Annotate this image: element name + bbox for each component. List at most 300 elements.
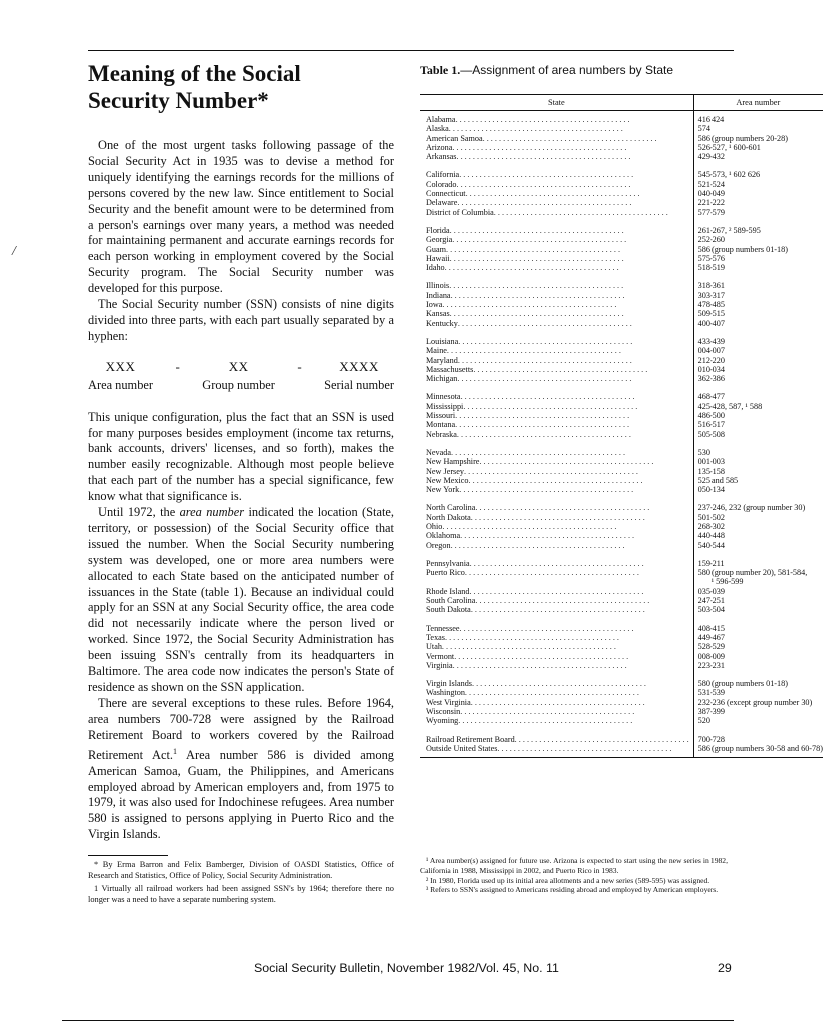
table-body	[420, 111, 823, 758]
state-name: Ohio	[426, 521, 443, 531]
table-row	[420, 485, 823, 494]
state-cell	[420, 577, 693, 586]
spacer-cell	[693, 494, 823, 503]
table-row	[420, 420, 823, 429]
leader-dots	[460, 707, 688, 716]
state-cell	[420, 430, 693, 439]
leader-dots	[459, 485, 688, 494]
state-name: South Carolina	[426, 596, 476, 606]
table-row	[420, 679, 823, 688]
leader-dots	[456, 115, 689, 124]
area-number-cell: 416 424	[697, 115, 725, 124]
state-cell	[420, 319, 693, 328]
table-row	[420, 226, 823, 235]
spacer-cell	[420, 550, 693, 559]
area-number-cell: 050-134	[697, 485, 725, 495]
state-name: Oregon	[426, 540, 451, 550]
group-spacer	[420, 161, 823, 170]
leader-dots	[451, 291, 689, 300]
leader-dots	[450, 309, 689, 318]
leader-dots	[446, 245, 689, 254]
table-row	[420, 300, 823, 309]
leader-dots	[464, 467, 689, 476]
area-number-cell: ¹ 596-599	[711, 577, 744, 587]
state-name: Outside United States	[426, 743, 498, 753]
table-row	[420, 457, 823, 466]
state-name: Connecticut	[426, 189, 466, 199]
table-row	[420, 642, 823, 651]
area-number-cell: 586 (group numbers 01-18)	[697, 244, 788, 254]
table-row	[420, 541, 823, 550]
leader-dots	[457, 430, 689, 439]
spacer-cell	[420, 383, 693, 392]
state-cell	[420, 392, 693, 401]
table-row	[420, 596, 823, 605]
table-row	[420, 356, 823, 365]
leader-dots	[483, 134, 689, 143]
footnote-ref-1: 1	[173, 746, 178, 756]
state-cell	[420, 448, 693, 457]
table-row	[420, 744, 823, 753]
table-row	[420, 467, 823, 476]
table-footnotes	[420, 856, 728, 895]
state-name: Kentucky	[426, 318, 458, 328]
state-cell	[420, 115, 693, 124]
page-number: 29	[718, 961, 732, 975]
state-cell	[420, 189, 693, 198]
table-row	[420, 309, 823, 318]
group-spacer	[420, 726, 823, 735]
area-number-cell: 503-504	[697, 605, 725, 615]
state-name: Tennessee	[426, 623, 460, 633]
state-name: Illinois	[426, 281, 450, 291]
area-number-cell: 237-246, 232 (group number 30)	[697, 503, 806, 513]
state-cell	[420, 587, 693, 596]
leader-dots	[459, 170, 688, 179]
state-name: Rhode Island	[426, 586, 470, 596]
spacer-cell	[693, 272, 823, 281]
table-row	[420, 180, 823, 189]
area-number-cell: 580 (group number 20), 581-584,	[697, 568, 808, 578]
area-number-cell: 408-415	[697, 623, 725, 633]
leader-dots	[442, 300, 688, 309]
state-name: Arkansas	[426, 152, 457, 162]
leader-dots	[475, 596, 688, 605]
table-row	[420, 263, 823, 272]
area-number-cell: 004-007	[697, 346, 725, 356]
state-cell	[420, 559, 693, 568]
leader-dots	[471, 605, 689, 614]
state-name: Maryland	[426, 355, 458, 365]
leader-dots	[451, 448, 689, 457]
state-cell	[420, 707, 693, 716]
state-cell	[420, 531, 693, 540]
area-number-cell: 425-428, 587, ¹ 588	[697, 401, 763, 411]
area-number-cell: 221-222	[697, 198, 725, 208]
article-body	[88, 138, 394, 843]
table-row	[420, 281, 823, 290]
state-cell	[420, 744, 693, 753]
state-name: Guam	[426, 244, 447, 254]
area-number-cell: 526-527, ¹ 600-601	[697, 142, 761, 152]
leader-dots	[458, 319, 689, 328]
state-name: California	[426, 170, 460, 180]
table-row	[420, 392, 823, 401]
leader-dots	[469, 476, 689, 485]
leader-dots	[466, 189, 689, 198]
spacer-cell	[420, 753, 693, 758]
state-name: Alabama	[426, 115, 456, 124]
leader-dots	[461, 392, 689, 401]
group-spacer	[420, 272, 823, 281]
table-column	[420, 63, 823, 758]
state-name: Colorado	[426, 179, 457, 189]
area-number-cell: 525 and 585	[697, 475, 739, 485]
state-name: Utah	[426, 642, 442, 652]
area-number-cell: 362-386	[697, 374, 725, 384]
area-number-cell: 700-728	[697, 734, 725, 744]
state-name: Montana	[426, 420, 456, 430]
spacer-cell	[693, 550, 823, 559]
state-cell	[420, 624, 693, 633]
ssn-serial-part	[324, 359, 394, 394]
state-name: Railroad Retirement Board	[426, 734, 515, 744]
area-number-cell: 135-158	[697, 466, 725, 476]
spacer-cell	[420, 670, 693, 679]
area-number-cell: 505-508	[697, 429, 725, 439]
table-row	[420, 254, 823, 263]
state-name: Alaska	[426, 124, 449, 134]
table-row	[420, 319, 823, 328]
state-name: Maine	[426, 346, 447, 356]
state-cell	[420, 198, 693, 207]
area-number-cell: 545-573, ¹ 602 626	[697, 170, 761, 180]
state-name: Mississippi	[426, 401, 464, 411]
area-number-cell: 521-524	[697, 179, 725, 189]
leader-dots	[479, 457, 688, 466]
table-footnote: ¹ Area number(s) assigned for future use. Arizona is expected to start using the new series in 1982, California in 1988, Mississippi in 2002, and Puerto Rico in 1983.	[420, 856, 728, 875]
area-number-cell: 516-517	[697, 420, 725, 430]
spacer-cell	[420, 217, 693, 226]
table-row	[420, 189, 823, 198]
group-spacer	[420, 439, 823, 448]
table-row	[420, 115, 823, 124]
spacer-cell	[693, 615, 823, 624]
ssn-area-placeholder: XXX	[105, 358, 136, 374]
table-end	[420, 753, 823, 758]
state-cell	[420, 134, 693, 143]
spacer-cell	[693, 217, 823, 226]
leader-dots	[456, 180, 688, 189]
area-number-cell: 001-003	[697, 457, 725, 467]
area-number-cell: 247-251	[697, 596, 725, 606]
state-cell	[420, 208, 693, 217]
table-row	[420, 624, 823, 633]
area-number-cell: 528-529	[697, 642, 725, 652]
leader-dots	[455, 420, 689, 429]
table-row	[420, 235, 823, 244]
area-number-cell: 261-267, ² 589-595	[697, 225, 761, 235]
leader-dots	[445, 633, 689, 642]
leader-dots	[450, 254, 689, 263]
state-name: Minnesota	[426, 392, 461, 402]
state-name: Michigan	[426, 374, 458, 384]
area-number-cell: 252-260	[697, 235, 725, 245]
area-number-cell: 400-407	[697, 318, 725, 328]
publication-footer: Social Security Bulletin, November 1982/Vol. 45, No. 11	[254, 961, 559, 975]
leader-dots	[475, 503, 688, 512]
state-name: Delaware	[426, 198, 458, 208]
state-name: North Dakota	[426, 512, 471, 522]
area-number-cell: 531-539	[697, 688, 725, 698]
table-row	[420, 170, 823, 179]
area-number-cell: 232-236 (except group number 30)	[697, 697, 813, 707]
column-header-state: State	[420, 95, 693, 111]
table-row	[420, 707, 823, 716]
leader-dots	[449, 281, 688, 290]
state-name: Massachusetts	[426, 364, 474, 374]
state-cell	[420, 402, 693, 411]
state-cell	[420, 485, 693, 494]
paragraph-1: One of the most urgent tasks following passage of the Social Security Act in 1935 was to devise a method for uniquely identifying the earnings records for the millions of persons covered by the new law. Since entitlement to Social Security and the benefit amount were to be determined from a person's earnings over many years, a method was needed for maintaining permanent and accurate earnings records for each person working in employment covered by the Social Security program. The Social Security number was developed for this purpose.	[88, 138, 394, 296]
area-number-cell: 540-544	[697, 540, 725, 550]
ssn-group-label: Group number	[202, 377, 275, 392]
table-row	[420, 698, 823, 707]
area-number-cell: 212-220	[697, 355, 725, 365]
spacer-cell	[693, 328, 823, 337]
group-spacer	[420, 217, 823, 226]
leader-dots	[452, 235, 688, 244]
state-cell	[420, 365, 693, 374]
area-number-cell: 518-519	[697, 263, 725, 273]
state-cell	[420, 716, 693, 725]
leader-dots	[453, 661, 689, 670]
area-number-cell: 574	[697, 124, 710, 134]
table-title: Table 1.—Assignment of area numbers by State	[420, 63, 674, 77]
table-row	[420, 430, 823, 439]
leader-dots	[458, 356, 689, 365]
spacer-cell	[693, 383, 823, 392]
state-cell	[420, 143, 693, 152]
table-row	[420, 152, 823, 161]
area-number-cell: 530	[697, 447, 710, 457]
table-row	[420, 337, 823, 346]
state-cell	[420, 124, 693, 133]
state-cell	[420, 254, 693, 263]
area-number-cell: 008-009	[697, 651, 725, 661]
ssn-format-diagram	[88, 359, 394, 394]
state-cell	[420, 337, 693, 346]
state-name: Iowa	[426, 300, 443, 310]
table-footnote: ³ Refers to SSN's assigned to Americans residing abroad and employed by American employers.	[426, 885, 719, 895]
state-name: New Jersey	[426, 466, 464, 476]
state-cell	[420, 346, 693, 355]
spacer-cell	[420, 615, 693, 624]
state-name: Indiana	[426, 290, 451, 300]
spacer-cell	[420, 439, 693, 448]
table-row-continuation	[420, 577, 823, 586]
area-number-cell: 449-467	[697, 632, 725, 642]
table-row	[420, 522, 823, 531]
table-row	[420, 568, 823, 577]
top-rule	[88, 50, 734, 51]
article-column	[88, 60, 394, 843]
state-cell	[420, 374, 693, 383]
spacer-cell	[420, 494, 693, 503]
state-cell	[420, 503, 693, 512]
table-row	[420, 124, 823, 133]
leader-dots	[463, 402, 688, 411]
area-number-cell: 268-302	[697, 521, 725, 531]
ssn-area-part	[88, 359, 153, 394]
area-number-table	[420, 94, 823, 758]
table-row	[420, 134, 823, 143]
area-number-cell: 575-576	[697, 253, 725, 263]
state-cell	[420, 281, 693, 290]
paragraph-4: Until 1972, the area number indicated the location (State, territory, or possession) of the Social Security office that issued the number. When the Social Security numbering system was developed, one or more area numbers were allocated to each State based on the anticipated number of issuances in the State (table 1). Because an individual could apply for an SSN at any Social Security office, the area code did not necessarily indicate where the person lived or worked. Since 1972, the Social Security Administration has been issuing SSN's centrally from its headquarters in Baltimore. The area code now indicates the person's State of residence as shown on the SSN application.	[88, 505, 395, 694]
state-cell	[420, 180, 693, 189]
leader-dots	[460, 624, 689, 633]
state-cell	[420, 476, 693, 485]
leader-dots	[494, 208, 689, 217]
area-number-cell: 303-317	[697, 290, 725, 300]
table-row	[420, 143, 823, 152]
state-name: Georgia	[426, 235, 453, 245]
table-row	[420, 402, 823, 411]
area-number-cell: 520	[697, 716, 710, 726]
column-header-area: Area number	[693, 95, 823, 111]
state-name: Nevada	[426, 447, 452, 457]
table-row	[420, 374, 823, 383]
state-name: North Carolina	[426, 503, 476, 513]
state-name: Texas	[426, 632, 445, 642]
table-row	[420, 652, 823, 661]
area-number-cell: 223-231	[697, 660, 725, 670]
table-row	[420, 476, 823, 485]
article-footnotes	[88, 855, 394, 907]
spacer-cell	[420, 161, 693, 170]
leader-dots	[469, 587, 688, 596]
state-name: Pennsylvania	[426, 558, 470, 568]
state-name: Florida	[426, 225, 450, 235]
area-number-cell: 429-432	[697, 152, 725, 162]
state-name: Nebraska	[426, 429, 457, 439]
leader-dots	[471, 513, 689, 522]
leader-dots	[472, 679, 689, 688]
state-cell	[420, 411, 693, 420]
state-cell	[420, 513, 693, 522]
ssn-group-part	[202, 359, 275, 394]
state-cell	[420, 568, 693, 577]
state-cell	[420, 652, 693, 661]
table-row	[420, 661, 823, 670]
leader-dots	[458, 337, 688, 346]
state-cell	[420, 735, 693, 744]
margin-pencil-mark: /	[12, 244, 16, 259]
table-footnote: ² In 1980, Florida used up its initial area allotments and a new series (589-595) was assigned.	[426, 875, 710, 885]
state-name: Virginia	[426, 660, 453, 670]
state-name: American Samoa	[426, 133, 483, 143]
leader-dots	[442, 522, 688, 531]
table-row	[420, 587, 823, 596]
state-name: Hawaii	[426, 253, 450, 263]
ssn-group-placeholder: XX	[228, 358, 249, 374]
state-cell	[420, 300, 693, 309]
table-row	[420, 513, 823, 522]
ssn-separator: -	[175, 358, 180, 374]
group-spacer	[420, 615, 823, 624]
area-number-cell: 501-502	[697, 512, 725, 522]
area-number-cell: 318-361	[697, 281, 725, 291]
state-name: Missouri	[426, 411, 456, 421]
state-name: Puerto Rico	[426, 568, 465, 578]
state-cell	[420, 291, 693, 300]
leader-dots	[456, 152, 688, 161]
state-cell	[420, 698, 693, 707]
state-name: Arizona	[426, 142, 453, 152]
leader-dots	[465, 568, 689, 577]
leader-dots	[449, 124, 689, 133]
leader-dots	[452, 143, 688, 152]
area-number-cell: 468-477	[697, 392, 725, 402]
ssn-separator: -	[297, 358, 302, 374]
state-name: Wyoming	[426, 716, 459, 726]
author-footnote: * By Erma Barron and Felix Bamberger, Division of OASDI Statistics, Office of Research and Statistics, Office of Policy, Social Security Administration.	[88, 860, 394, 880]
state-cell	[420, 688, 693, 697]
state-name: District of Columbia	[426, 207, 494, 217]
state-cell	[420, 356, 693, 365]
area-number-cell: 486-500	[697, 411, 725, 421]
footnote-rule	[88, 855, 168, 856]
area-number-cell: 035-039	[697, 586, 725, 596]
leader-dots	[447, 346, 689, 355]
table-row	[420, 531, 823, 540]
state-name: Kansas	[426, 309, 450, 319]
area-number-cell: 440-448	[697, 531, 725, 541]
area-number-cell: 586 (group numbers 30-58 and 60-78)	[697, 743, 823, 753]
leader-dots	[471, 698, 689, 707]
area-number-emphasis: area number	[179, 505, 245, 520]
bottom-rule	[62, 1020, 734, 1021]
state-cell	[420, 541, 693, 550]
state-cell	[420, 522, 693, 531]
state-cell	[420, 226, 693, 235]
area-number-cell: 509-515	[697, 309, 725, 319]
table-row	[420, 198, 823, 207]
table-row	[420, 633, 823, 642]
group-spacer	[420, 494, 823, 503]
table-row	[420, 503, 823, 512]
state-cell	[420, 633, 693, 642]
state-name: New York	[426, 485, 460, 495]
state-cell	[420, 263, 693, 272]
state-cell	[420, 245, 693, 254]
group-spacer	[420, 328, 823, 337]
state-cell	[420, 605, 693, 614]
paragraph-3: This unique configuration, plus the fact that an SSN is used for many purposes besides employment (income tax returns, bank accounts, drivers' licenses, and so forth), makes the number easily recognizable. Although most people believe that each part of the number has a special significance, few know what that significance is.	[88, 409, 394, 504]
leader-dots	[497, 744, 688, 753]
leader-dots	[457, 374, 688, 383]
state-cell	[420, 679, 693, 688]
table-row	[420, 559, 823, 568]
area-number-cell: 040-049	[697, 189, 725, 199]
group-spacer	[420, 670, 823, 679]
area-number-cell: 387-399	[697, 707, 725, 717]
ssn-area-label: Area number	[88, 377, 154, 392]
state-name: Oklahoma	[426, 531, 461, 541]
table-row	[420, 605, 823, 614]
area-number-cell: 577-579	[697, 207, 725, 217]
